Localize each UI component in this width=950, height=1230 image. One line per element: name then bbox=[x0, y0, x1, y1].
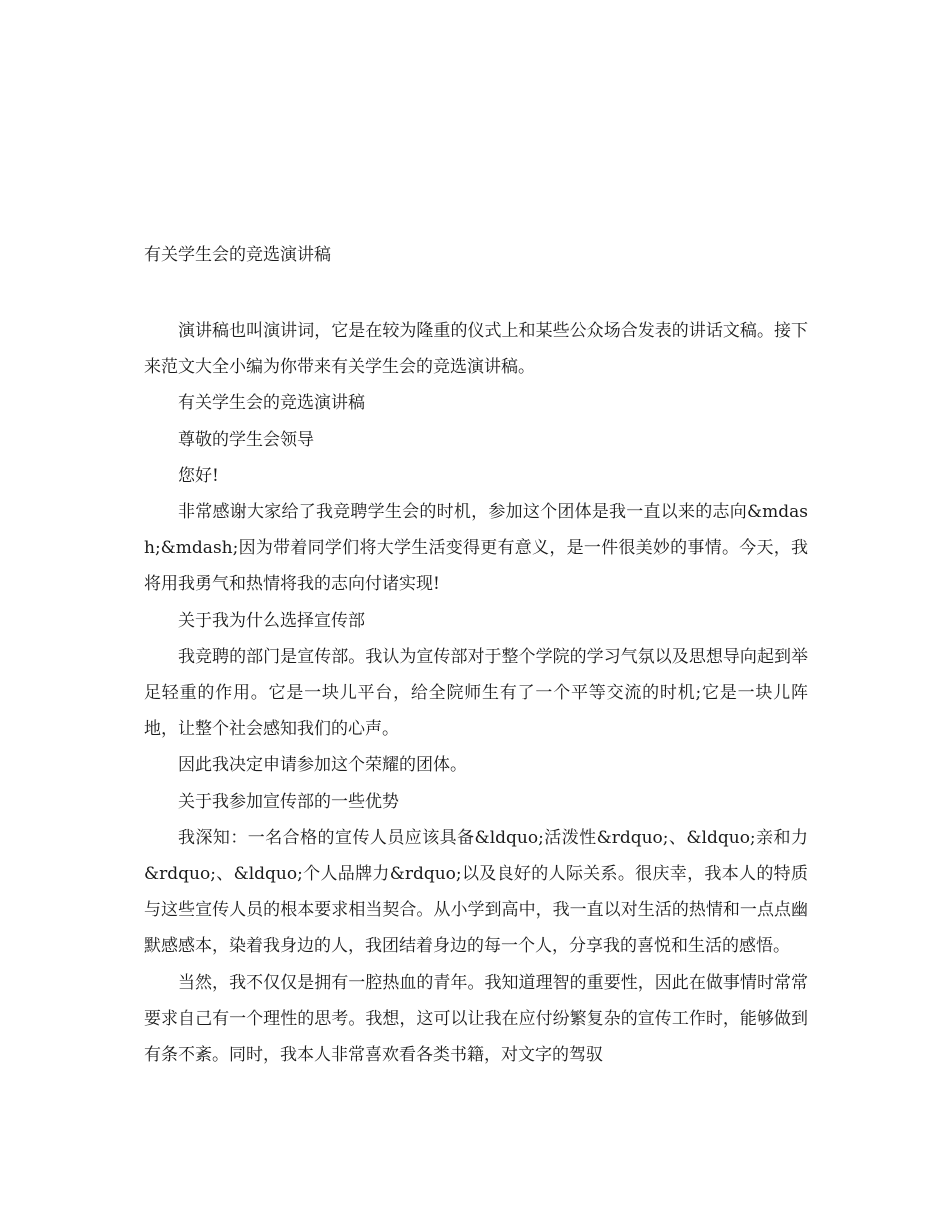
paragraph-department: 我竞聘的部门是宣传部。我认为宣传部对于整个学院的学习气氛以及思想导向起到举足轻重的作用。它是一块儿平台，给全院师生有了一个平等交流的时机;它是一块儿阵地，让整个社会感知我们的心声。 bbox=[144, 646, 808, 740]
paragraph-heading-advantages: 关于我参加宣传部的一些优势 bbox=[178, 791, 399, 812]
paragraph-greeting: 您好! bbox=[178, 465, 219, 486]
paragraph-thanks: 非常感谢大家给了我竞聘学生会的时机，参加这个团体是我一直以来的志向&mdash;&mdash;因为带着同学们将大学生活变得更有意义，是一件很美妙的事情。今天，我将用我勇气和热情将我的志向付诸实现! bbox=[144, 502, 808, 595]
paragraph-subtitle: 有关学生会的竞选演讲稿 bbox=[178, 393, 365, 414]
paragraph-salutation: 尊敬的学生会领导 bbox=[178, 429, 314, 450]
document-body bbox=[144, 313, 808, 1073]
paragraph-heading-why: 关于我为什么选择宣传部 bbox=[178, 610, 365, 631]
document-title: 有关学生会的竞选演讲稿 bbox=[144, 245, 331, 265]
paragraph-rational: 当然，我不仅仅是拥有一腔热血的青年。我知道理智的重要性，因此在做事情时常常要求自己有一个理性的思考。我想，这可以让我在应付纷繁复杂的宣传工作时，能够做到有条不紊。同时，我本人非常喜欢看各类书籍，对文字的驾驭 bbox=[144, 972, 808, 1066]
paragraph-qualities: 我深知：一名合格的宣传人员应该具备&ldquo;活泼性&rdquo;、&ldquo;亲和力&rdquo;、&ldquo;个人品牌力&rdquo;以及良好的人际关系。很庆幸，我本人的特质与这些宣传人员的根本要求相当契合。从小学到高中，我一直以对生活的热情和一点点幽默感感本，染着我身边的人，我团结着身边的每一个人，分享我的喜悦和生活的感悟。 bbox=[144, 827, 808, 957]
paragraph-decision: 因此我决定申请参加这个荣耀的团体。 bbox=[178, 755, 467, 776]
paragraph-intro: 演讲稿也叫演讲词，它是在较为隆重的仪式上和某些公众场合发表的讲话文稿。接下来范文大全小编为你带来有关学生会的竞选演讲稿。 bbox=[144, 321, 808, 378]
